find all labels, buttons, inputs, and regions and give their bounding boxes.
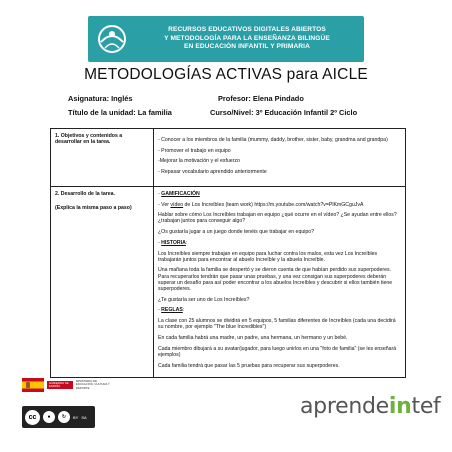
paragraph: ¿Te gustaría ser uno de Los Increíbles? [158,296,250,303]
document-title: METODOLOGÍAS ACTIVAS para AICLE [84,66,368,83]
government-label: GOBIERNO DE ESPAÑA [47,381,73,390]
objective-item: - Repasar vocabulario aprendido anteriormente [158,169,267,176]
paragraph: En cada familia habrá una madre, un padre, una hermana, un hermano y un bebé. [158,335,348,342]
objectives-content-cell [154,129,406,187]
lesson-table [50,128,406,378]
history-title: HISTORIA [161,239,186,246]
paragraph: La clase con 25 alumnos se dividirá en 5 equipos, 5 familias diferentes de Increíbles (cada una decidirá su nombre, por ejemplo "The blue Incredibles") [158,318,396,331]
spain-flag-icon [22,378,44,392]
paragraph: ¿Os gustaría jugar a un juego donde tenéis que trabajar en equipo? [158,229,315,236]
course-level-label: Curso/Nivel: 3º Educación Infantil 2º Ciclo [210,108,358,117]
development-sublabel: (Explica la misma paso a paso) [55,205,132,212]
heading-prefix: - [158,239,162,246]
heading-prefix: - [158,190,162,197]
table-row [51,186,406,378]
share-alike-icon: ↻ [58,411,70,423]
cc-by-label: BY [73,414,79,420]
paragraph: Cada miembro dibujará a su avatar/jugador, para luego unirlos en una "foto de familia" (se les enseñará ejemplos) [158,345,397,358]
cc-sa-label: SA [81,414,87,420]
banner-line-2: Y METODOLOGÍA PARA LA ENSEÑANZA BILINGÜE [164,34,330,42]
video-line [158,202,401,208]
paragraph: Una mañana toda la familia se despertó y se dieron cuenta de que habían perdido sus superpoderes. Para recuperarlos tendrán que pasar unas pruebas, y una vez consigan sus superpoderes deberán superar un desafío para así poder encontrar a los abuelos Increíbles y descubrir si ellos también tiene superpoderes. [158,267,393,293]
development-label: 2. Desarrollo de la tarea. [55,190,115,197]
heading-suffix: : [185,239,188,246]
table-row [51,129,406,187]
person-icon: ● [43,411,55,423]
heading-suffix: : [182,307,185,314]
objective-item: -Mejorar la motivación y el esfuerzo [158,158,240,165]
creative-commons-badge [22,406,95,428]
video-prefix: - Ver [158,201,171,208]
brand-part-in: in [388,394,412,419]
header-banner [88,16,364,62]
banner-line-3: EN EDUCACIÓN INFANTIL Y PRIMARIA [184,43,310,51]
video-suffix: de Los Increíbles (team work) https://m.youtube.com/watch?v=PlKmGCguJvA [183,201,364,208]
paragraph: Los Increíbles siempre trabajan en equipo para luchar contra los malos, esta vez Los Increíbles trabajarán juntos para encontrar al abuelo Increíble y la abuela Increíble. [158,250,378,263]
footer-logos [22,378,162,438]
development-content-cell [154,186,406,378]
brand-part-aprende: aprende [300,394,389,419]
objectives-label: 1. Objetivos y contenidos a desarrollar en la tarea. [55,133,123,146]
objective-item: - Conocer a los miembros de la familia (mummy, daddy, brother, sister, baby, grandma and grandpa) [158,137,388,143]
rules-heading [158,307,401,313]
objective-item: - Promover el trabajo en equipo [158,147,231,154]
banner-line-1: RECURSOS EDUCATIVOS DIGITALES ABIERTOS [168,26,326,34]
gamification-title: GAMIFICACIÓN [161,190,200,197]
cc-icon: cc [25,410,40,425]
objectives-label-cell [51,129,154,187]
brand-part-tef: tef [411,394,441,419]
rules-title: REGLAS [161,307,183,314]
unit-title-label: Título de la unidad: La familia [68,108,172,117]
ministry-label: MINISTERIO DE EDUCACIÓN, CULTURA Y DEPORTE [76,379,110,390]
paragraph: Hablar sobre cómo Los Increíbles trabajan en equipo ¿qué ocurre en el vídeo? ¿Se ayudan entre ellos? ¿trabajan juntos para conseguir algo? [158,212,397,225]
video-link[interactable]: vídeo [170,201,184,208]
heading-prefix: - [158,307,162,314]
banner-text [136,26,364,52]
development-label-cell [51,186,154,378]
globe-logo-icon [88,16,136,62]
ministry-logo [22,378,114,392]
aprendeintef-logo [300,394,441,419]
history-heading [158,240,401,246]
gamification-heading [158,191,401,197]
subject-label: Asignatura: Inglés [68,94,133,103]
paragraph: Cada familia tendrá que pasar las 5 pruebas para recuperar sus superpoderes. [158,362,340,369]
teacher-label: Profesor: Elena Pindado [218,94,304,103]
